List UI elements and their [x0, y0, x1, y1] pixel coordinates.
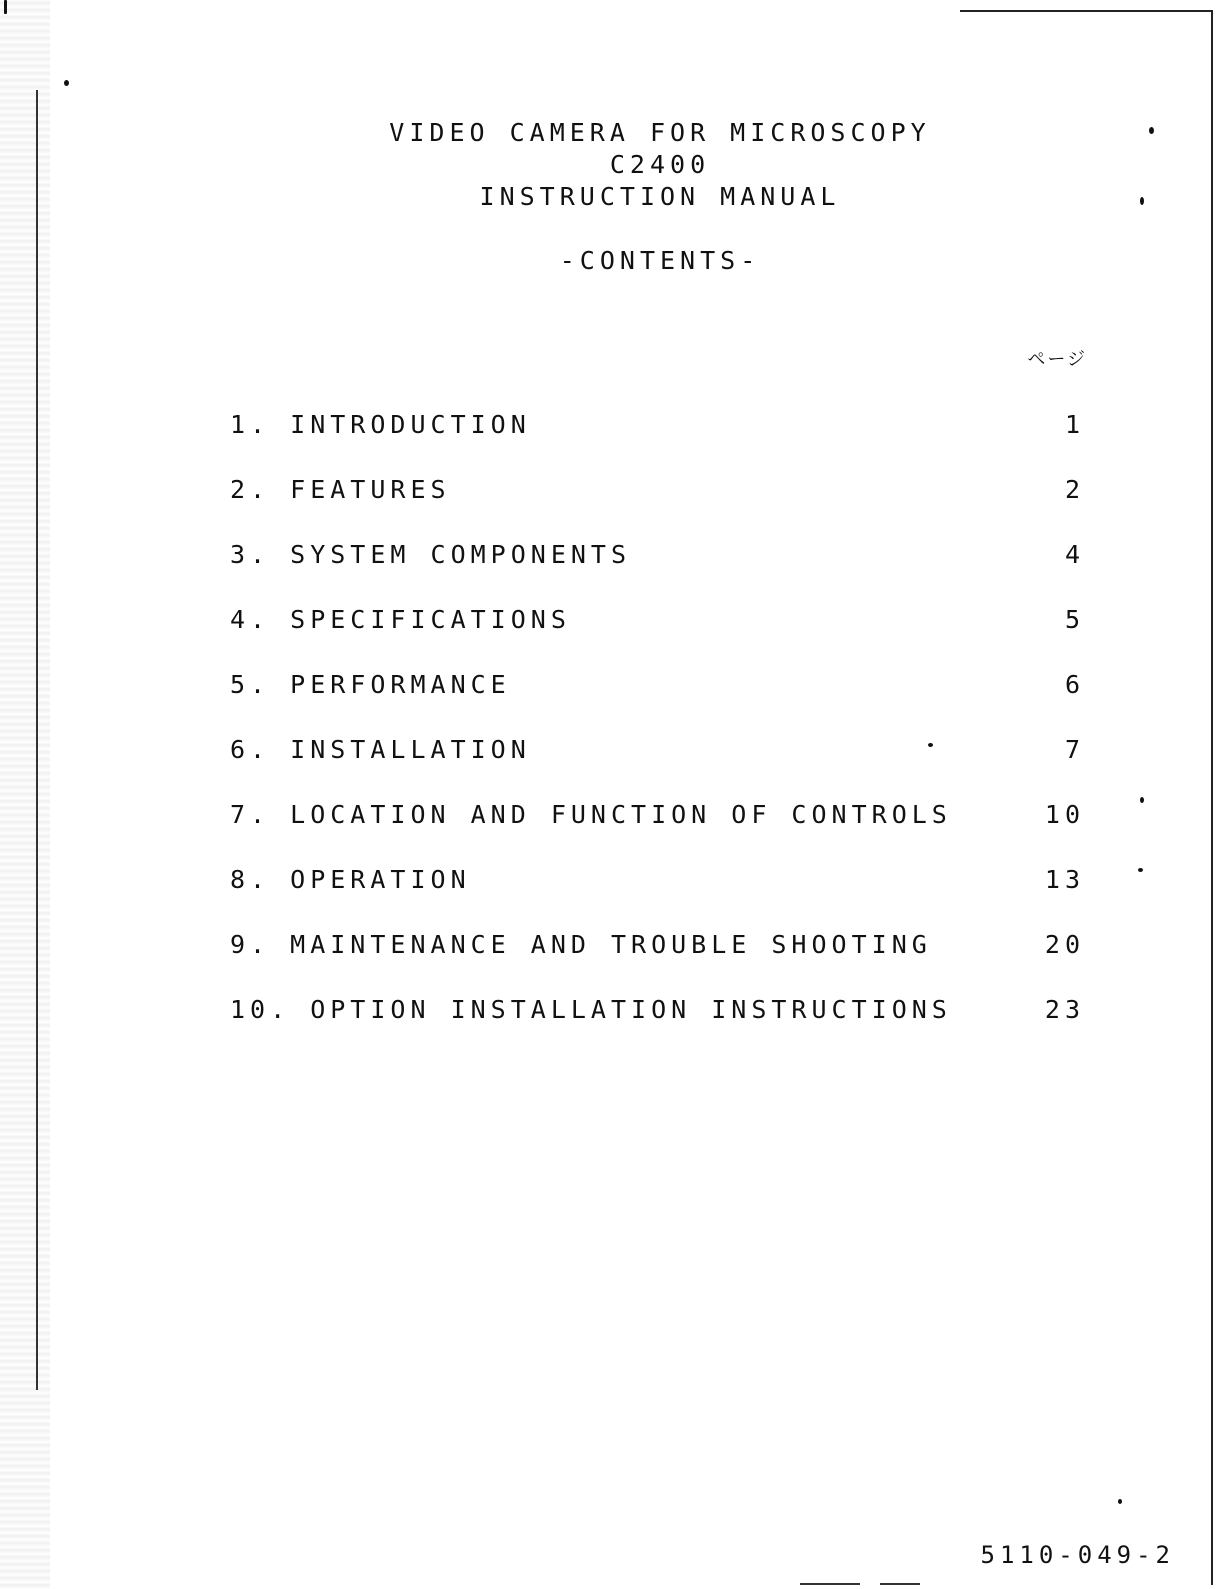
toc-entry-label: 7. LOCATION AND FUNCTION OF CONTROLS	[230, 800, 952, 829]
toc-entry-page: 7	[1064, 735, 1085, 764]
toc-entry-label: 9. MAINTENANCE AND TROUBLE SHOOTING	[230, 930, 932, 959]
toc-entry-label: 5. PERFORMANCE	[230, 670, 511, 699]
toc-entry-page: 23	[1044, 995, 1085, 1024]
toc-entry-label: 2. FEATURES	[230, 475, 451, 504]
toc-entry-page: 6	[1064, 670, 1085, 699]
toc-entry-label: 8. OPERATION	[230, 865, 471, 894]
bottom-rule-mark	[880, 1583, 920, 1585]
toc-entry-page: 5	[1064, 605, 1085, 634]
toc-entry-page: 1	[1064, 410, 1085, 439]
top-border-line	[960, 10, 1212, 12]
toc-entry-page: 13	[1044, 865, 1085, 894]
left-binding-line	[36, 90, 38, 1390]
toc-entry-label: 3. SYSTEM COMPONENTS	[230, 540, 632, 569]
bottom-rule-mark	[800, 1583, 860, 1585]
toc-entry-label: 1. INTRODUCTION	[230, 410, 531, 439]
toc-entry-page: 2	[1064, 475, 1085, 504]
title-line-2: C2400	[609, 150, 711, 179]
toc-entry-label: 6. INSTALLATION	[230, 735, 531, 764]
document-code: 5110-049-2	[980, 1541, 1175, 1569]
scan-speck	[4, 0, 7, 14]
scan-speck	[1149, 127, 1154, 134]
scan-speck	[1138, 868, 1143, 872]
toc-entry-page: 4	[1064, 540, 1085, 569]
scan-speck	[1140, 797, 1144, 803]
scan-speck	[928, 743, 933, 747]
title-line-3: INSTRUCTION MANUAL	[479, 182, 841, 211]
toc-entry-page: 10	[1044, 800, 1085, 829]
contents-heading: -CONTENTS-	[559, 246, 761, 275]
toc-entry-page: 20	[1044, 930, 1085, 959]
scan-speck	[1140, 197, 1144, 205]
scan-speck	[64, 80, 69, 86]
scan-edge-shadow	[0, 0, 50, 1589]
toc-entry-label: 10. OPTION INSTALLATION INSTRUCTIONS	[230, 995, 952, 1024]
scan-speck	[1118, 1499, 1122, 1504]
page-column-header: ページ	[1027, 349, 1087, 370]
title-line-1: VIDEO CAMERA FOR MICROSCOPY	[389, 118, 931, 147]
toc-entry-label: 4. SPECIFICATIONS	[230, 605, 571, 634]
